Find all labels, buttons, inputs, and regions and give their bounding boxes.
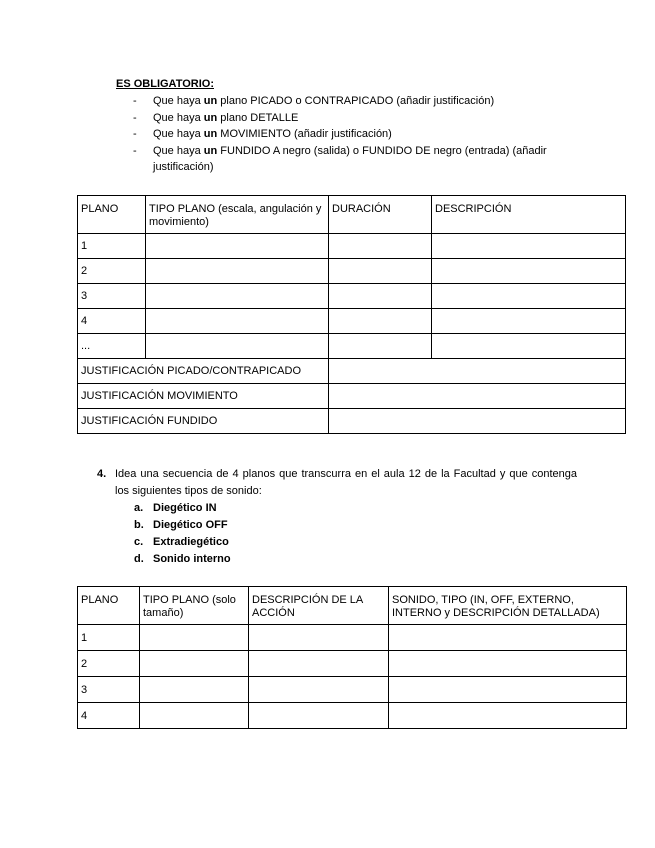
justification-row bbox=[78, 409, 626, 434]
row-number: ... bbox=[78, 334, 146, 359]
sound-type-item: d. Sonido interno bbox=[134, 553, 231, 565]
table-cell[interactable] bbox=[329, 284, 432, 309]
column-header: DURACIÓN bbox=[329, 196, 432, 234]
table-cell[interactable] bbox=[432, 284, 626, 309]
table-cell[interactable] bbox=[249, 625, 389, 651]
table-cell[interactable] bbox=[329, 334, 432, 359]
table-row bbox=[78, 651, 627, 677]
table-cell[interactable] bbox=[389, 703, 627, 729]
shot-table bbox=[77, 195, 626, 434]
question-4 bbox=[97, 466, 577, 500]
row-number: 3 bbox=[78, 284, 146, 309]
table-row bbox=[78, 259, 626, 284]
table-cell[interactable] bbox=[140, 677, 249, 703]
requirement-item: - Que haya un MOVIMIENTO (añadir justificación) bbox=[130, 126, 590, 143]
justification-label: JUSTIFICACIÓN MOVIMIENTO bbox=[78, 384, 329, 409]
table-row bbox=[78, 309, 626, 334]
sound-type-item: c. Extradiegético bbox=[134, 536, 229, 548]
requirement-item: - Que haya un plano DETALLE bbox=[130, 110, 590, 127]
column-header: DESCRIPCIÓN DE LA ACCIÓN bbox=[249, 587, 389, 625]
table-cell[interactable] bbox=[329, 359, 626, 384]
table-row bbox=[78, 284, 626, 309]
row-number: 4 bbox=[78, 703, 140, 729]
table-cell[interactable] bbox=[146, 334, 329, 359]
justification-row bbox=[78, 359, 626, 384]
table-cell[interactable] bbox=[140, 651, 249, 677]
row-number: 3 bbox=[78, 677, 140, 703]
table-header-row bbox=[78, 587, 627, 625]
requirements-list bbox=[130, 93, 590, 176]
table-cell[interactable] bbox=[329, 309, 432, 334]
sound-table bbox=[77, 586, 627, 729]
justification-label: JUSTIFICACIÓN PICADO/CONTRAPICADO bbox=[78, 359, 329, 384]
table-cell[interactable] bbox=[329, 259, 432, 284]
table-cell[interactable] bbox=[249, 677, 389, 703]
table-cell[interactable] bbox=[329, 234, 432, 259]
sound-type-item: a. Diegético IN bbox=[134, 502, 217, 514]
table-cell[interactable] bbox=[432, 234, 626, 259]
column-header: DESCRIPCIÓN bbox=[432, 196, 626, 234]
section-heading: ES OBLIGATORIO: bbox=[116, 78, 214, 90]
row-number: 2 bbox=[78, 259, 146, 284]
table-cell[interactable] bbox=[329, 409, 626, 434]
requirement-item: - Que haya un plano PICADO o CONTRAPICADO (añadir justificación) bbox=[130, 93, 590, 110]
justification-row bbox=[78, 384, 626, 409]
table-cell[interactable] bbox=[146, 284, 329, 309]
table-row bbox=[78, 703, 627, 729]
question-number: 4. bbox=[97, 468, 107, 480]
table-cell[interactable] bbox=[389, 625, 627, 651]
table-header-row bbox=[78, 196, 626, 234]
table-cell[interactable] bbox=[140, 703, 249, 729]
row-number: 1 bbox=[78, 234, 146, 259]
table-row bbox=[78, 677, 627, 703]
sound-types-list bbox=[134, 500, 231, 568]
table-cell[interactable] bbox=[432, 259, 626, 284]
table-row bbox=[78, 625, 627, 651]
table-cell[interactable] bbox=[432, 309, 626, 334]
row-number: 4 bbox=[78, 309, 146, 334]
table-cell[interactable] bbox=[389, 677, 627, 703]
table-cell[interactable] bbox=[329, 384, 626, 409]
question-text: Idea una secuencia de 4 planos que transcurra en el aula 12 de la Facultad y que contenga los siguientes tipos de sonido: bbox=[115, 468, 577, 497]
table-row bbox=[78, 334, 626, 359]
row-number: 2 bbox=[78, 651, 140, 677]
column-header: TIPO PLANO (escala, angulación y movimiento) bbox=[146, 196, 329, 234]
sound-type-item: b. Diegético OFF bbox=[134, 519, 228, 531]
table-cell[interactable] bbox=[140, 625, 249, 651]
table-cell[interactable] bbox=[146, 234, 329, 259]
table-row bbox=[78, 234, 626, 259]
column-header: TIPO PLANO (solo tamaño) bbox=[140, 587, 249, 625]
table-cell[interactable] bbox=[432, 334, 626, 359]
table-cell[interactable] bbox=[389, 651, 627, 677]
column-header: PLANO bbox=[78, 196, 146, 234]
table-cell[interactable] bbox=[249, 651, 389, 677]
table-cell[interactable] bbox=[249, 703, 389, 729]
row-number: 1 bbox=[78, 625, 140, 651]
table-cell[interactable] bbox=[146, 309, 329, 334]
column-header: SONIDO, TIPO (IN, OFF, EXTERNO, INTERNO y DESCRIPCIÓN DETALLADA) bbox=[389, 587, 627, 625]
table-cell[interactable] bbox=[146, 259, 329, 284]
column-header: PLANO bbox=[78, 587, 140, 625]
requirement-item: - Que haya un FUNDIDO A negro (salida) o FUNDIDO DE negro (entrada) (añadir justificación) bbox=[130, 143, 590, 176]
justification-label: JUSTIFICACIÓN FUNDIDO bbox=[78, 409, 329, 434]
